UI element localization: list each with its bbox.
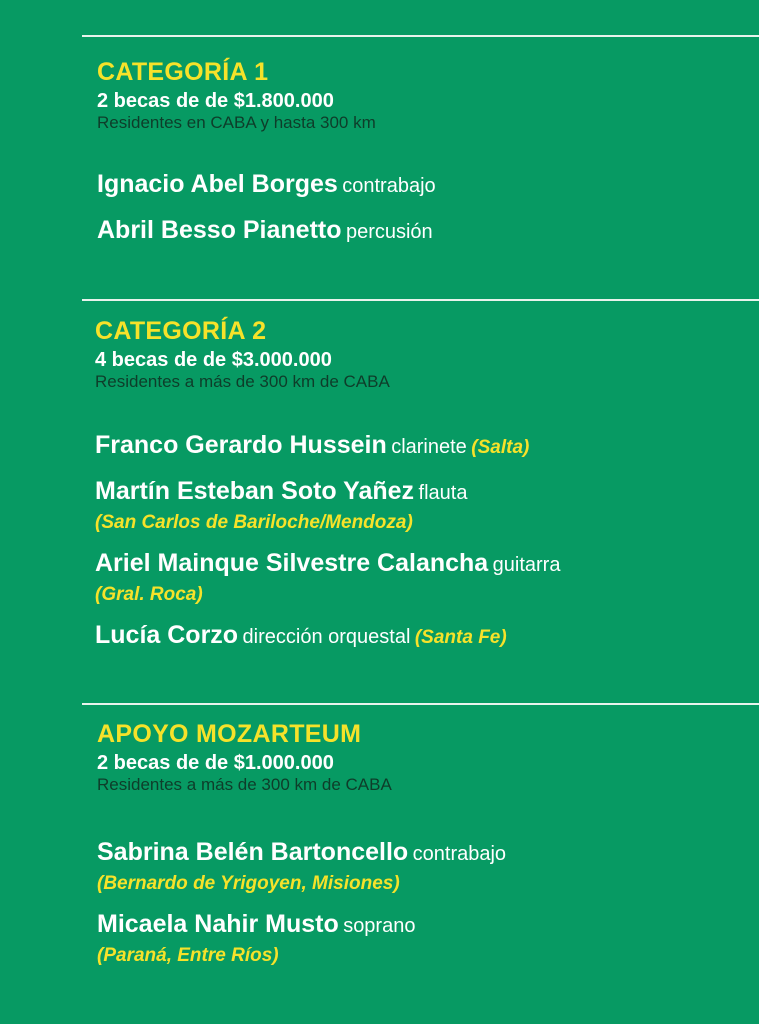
recipient-instrument: contrabajo xyxy=(412,843,507,865)
section-title: CATEGORÍA 1 xyxy=(97,58,269,86)
recipient-item xyxy=(95,430,745,464)
divider-line xyxy=(82,703,759,705)
recipient-list xyxy=(97,169,747,249)
recipient-name: Ignacio Abel Borges xyxy=(97,170,338,198)
grant-amount: 4 becas de de $3.000.000 xyxy=(95,349,332,371)
residency-requirement: Residentes en CABA y hasta 300 km xyxy=(97,113,376,132)
section-categoria-2 xyxy=(95,316,745,666)
recipient-instrument: clarinete xyxy=(391,436,467,458)
recipient-instrument: percusión xyxy=(345,221,433,243)
recipient-location: (Paraná, Entre Ríos) xyxy=(97,945,279,966)
section-title: CATEGORÍA 2 xyxy=(95,317,267,345)
recipient-item xyxy=(95,548,745,608)
recipient-instrument: contrabajo xyxy=(342,175,436,197)
recipient-item xyxy=(95,620,745,654)
recipient-item xyxy=(97,169,747,203)
recipient-name: Ariel Mainque Silvestre Calancha xyxy=(95,549,489,577)
recipient-item xyxy=(97,215,747,249)
recipient-item xyxy=(97,909,747,969)
recipient-instrument: guitarra xyxy=(492,554,561,576)
section-title: APOYO MOZARTEUM xyxy=(97,720,362,748)
section-categoria-1 xyxy=(97,57,747,261)
recipient-location: (Santa Fe) xyxy=(414,627,507,648)
residency-requirement: Residentes a más de 300 km de CABA xyxy=(95,372,390,391)
residency-requirement: Residentes a más de 300 km de CABA xyxy=(97,775,392,794)
section-apoyo-mozarteum xyxy=(97,719,747,981)
recipient-location: (Salta) xyxy=(471,437,530,458)
grant-amount: 2 becas de de $1.000.000 xyxy=(97,752,334,774)
recipient-item xyxy=(97,837,747,897)
recipient-name: Abril Besso Pianetto xyxy=(97,216,342,244)
recipient-item xyxy=(95,476,745,536)
recipient-name: Sabrina Belén Bartoncello xyxy=(97,838,409,866)
recipient-name: Micaela Nahir Musto xyxy=(97,910,339,938)
recipient-instrument: dirección orquestal xyxy=(242,626,411,648)
recipient-list xyxy=(97,837,747,969)
recipient-name: Franco Gerardo Hussein xyxy=(95,431,387,459)
recipient-name: Martín Esteban Soto Yañez xyxy=(95,477,415,505)
recipient-list xyxy=(95,430,745,654)
grant-amount: 2 becas de de $1.800.000 xyxy=(97,90,334,112)
divider-line xyxy=(82,299,759,301)
recipient-location: (Gral. Roca) xyxy=(95,584,203,605)
recipient-name: Lucía Corzo xyxy=(95,621,239,649)
recipient-location: (San Carlos de Bariloche/Mendoza) xyxy=(95,512,413,533)
recipient-instrument: soprano xyxy=(343,915,416,937)
divider-line xyxy=(82,35,759,37)
recipient-instrument: flauta xyxy=(418,482,468,504)
recipient-location: (Bernardo de Yrigoyen, Misiones) xyxy=(97,873,400,894)
